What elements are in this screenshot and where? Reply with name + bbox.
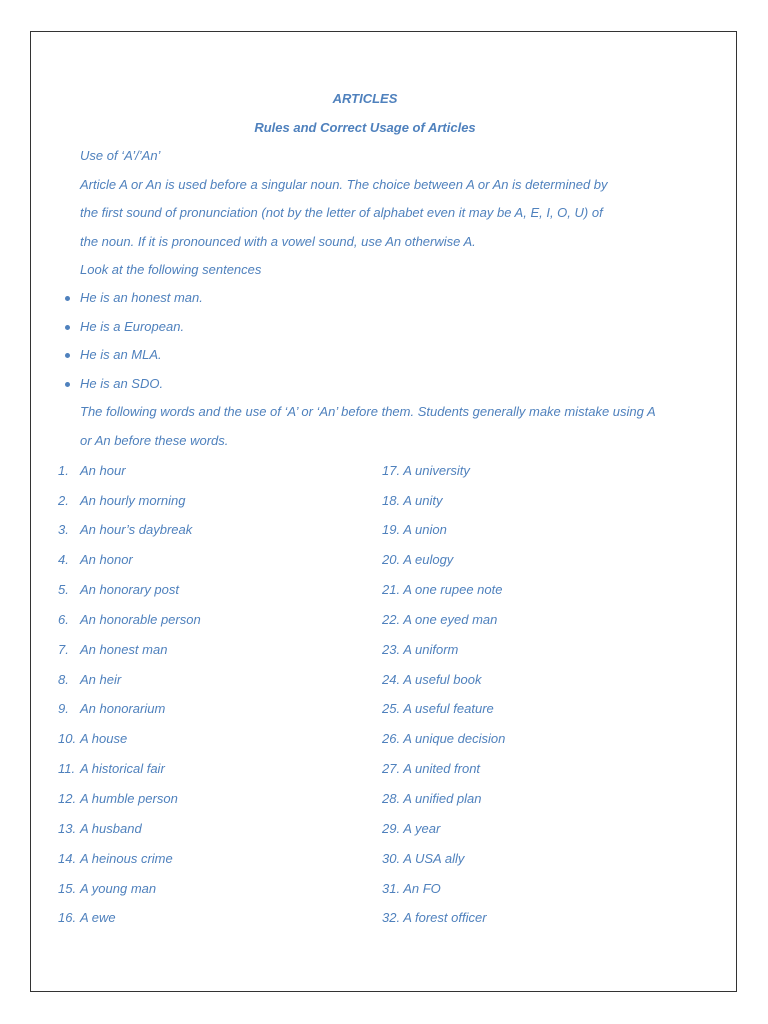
list-item: A house (80, 731, 128, 746)
list-item: 23. A uniform (382, 642, 459, 657)
list-item: 26. A unique decision (382, 731, 506, 746)
list-item: An heir (80, 672, 122, 687)
list-number: 12. (58, 791, 77, 806)
list-item: 17. A university (382, 463, 470, 478)
list-item: An hour’s daybreak (80, 522, 193, 537)
following-line: or An before these words. (80, 433, 229, 448)
list-number: 8. (58, 672, 69, 687)
list-item: 19. A union (382, 522, 447, 537)
list-item: 20. A eulogy (382, 552, 454, 567)
list-item: 22. A one eyed man (382, 612, 498, 627)
list-item: A heinous crime (80, 851, 173, 866)
bullet-item: He is a European. (80, 319, 185, 334)
list-item: An honest man (80, 642, 168, 657)
bullet-icon (65, 353, 70, 358)
list-item: An honor (80, 552, 133, 567)
list-number: 15. (58, 881, 77, 896)
list-item: An hourly morning (80, 493, 186, 508)
document-page (30, 31, 737, 992)
list-number: 13. (58, 821, 77, 836)
section-heading: Use of ‘A’/’An’ (80, 148, 161, 163)
list-item: 29. A year (382, 821, 441, 836)
paragraph-line: Article A or An is used before a singular noun. The choice between A or An is determined by (80, 177, 608, 192)
list-number: 10. (58, 731, 77, 746)
list-item: An honorary post (80, 582, 180, 597)
list-number: 7. (58, 642, 69, 657)
list-item: 27. A united front (382, 761, 481, 776)
list-item: An honorarium (80, 701, 166, 716)
list-item: A young man (80, 881, 157, 896)
paragraph-line: the first sound of pronunciation (not by the letter of alphabet even it may be A, E, I, O, U) of (80, 205, 603, 220)
list-number: 4. (58, 552, 69, 567)
list-item: 25. A useful feature (382, 701, 494, 716)
list-item: 32. A forest officer (382, 910, 487, 925)
list-item: 24. A useful book (382, 672, 482, 687)
list-number: 16. (58, 910, 77, 925)
list-number: 1. (58, 463, 69, 478)
list-item: A humble person (80, 791, 178, 806)
document-subtitle: Rules and Correct Usage of Articles (254, 120, 476, 135)
list-number: 11. (58, 761, 76, 776)
bullet-icon (65, 325, 70, 330)
list-item: A husband (80, 821, 142, 836)
list-number: 3. (58, 522, 69, 537)
list-number: 5. (58, 582, 69, 597)
bullet-item: He is an MLA. (80, 347, 162, 362)
list-number: 14. (58, 851, 77, 866)
bullet-icon (65, 382, 70, 387)
bullet-item: He is an SDO. (80, 376, 164, 391)
list-item: 30. A USA ally (382, 851, 465, 866)
look-line: Look at the following sentences (80, 262, 262, 277)
list-number: 2. (58, 493, 69, 508)
list-item: A ewe (80, 910, 116, 925)
following-line: The following words and the use of ‘A’ or ‘An’ before them. Students generally make mistake using A (80, 404, 656, 419)
list-item: An hour (80, 463, 126, 478)
bullet-icon (65, 296, 70, 301)
list-number: 9. (58, 701, 69, 716)
list-number: 6. (58, 612, 69, 627)
document-title: ARTICLES (332, 91, 398, 106)
list-item: 28. A unified plan (382, 791, 482, 806)
list-item: 18. A unity (382, 493, 443, 508)
paragraph-line: the noun. If it is pronounced with a vowel sound, use An otherwise A. (80, 234, 476, 249)
list-item: An honorable person (80, 612, 201, 627)
bullet-item: He is an honest man. (80, 290, 203, 305)
list-item: 31. An FO (382, 881, 441, 896)
list-item: 21. A one rupee note (382, 582, 503, 597)
list-item: A historical fair (80, 761, 165, 776)
